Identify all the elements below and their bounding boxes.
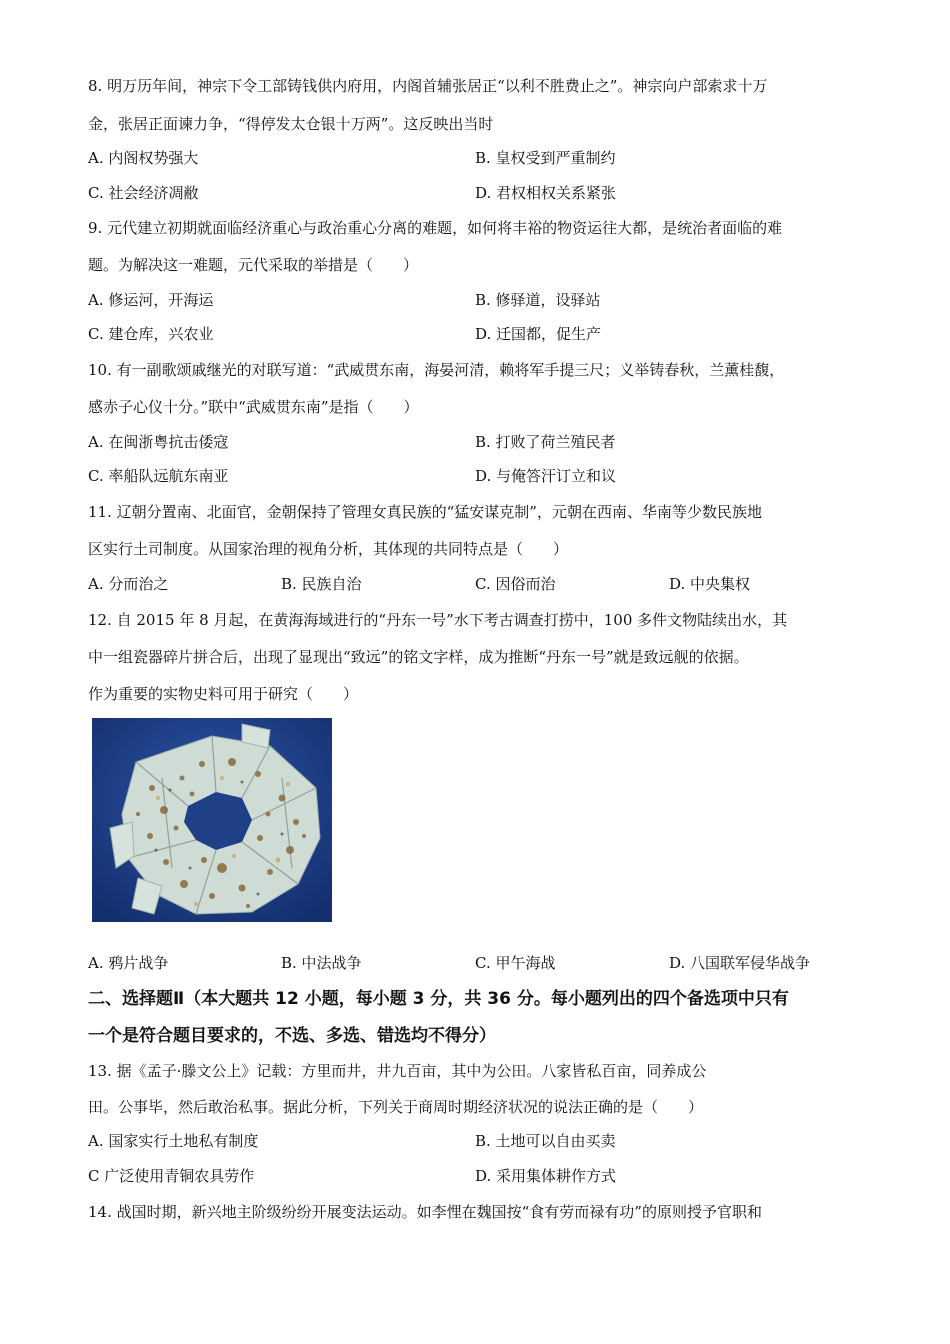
q8-option-d[interactable]: D. 君权相权关系紧张 [475, 184, 617, 202]
q12-option-d[interactable]: D. 八国联军侵华战争 [669, 954, 811, 972]
q12-option-a[interactable]: A. 鸦片战争 [88, 954, 169, 972]
q8-stem-line1: 8. 明万历年间，神宗下令工部铸钱供内府用，内阁首辅张居正“以利不胜费止之”。神宗向户部索求十万 [88, 77, 768, 95]
q13-option-d[interactable]: D. 采用集体耕作方式 [475, 1167, 617, 1185]
q8-stem-line2: 金，张居正面谏力争，“得停发太仓银十万两”。这反映出当时 [88, 115, 494, 133]
porcelain-plate-image [92, 718, 332, 922]
q9-option-a[interactable]: A. 修运河，开海运 [88, 291, 214, 309]
q11-option-a[interactable]: A. 分而治之 [88, 575, 169, 593]
q13-stem-line2: 田。公事毕，然后敢治私事。据此分析，下列关于商周时期经济状况的说法正确的是（ ） [88, 1098, 704, 1116]
q8-option-b[interactable]: B. 皇权受到严重制约 [475, 149, 616, 167]
q9-option-b[interactable]: B. 修驿道，设驿站 [475, 291, 601, 309]
q10-stem-line1: 10. 有一副歌颂戚继光的对联写道：“武威贯东南，海晏河清，赖将军手提三尺；义举铸春秋，兰薰桂馥， [88, 361, 785, 379]
q13-option-a[interactable]: A. 国家实行土地私有制度 [88, 1132, 259, 1150]
section-2-heading-line2: 一个是符合题目要求的，不选、多选、错选均不得分） [88, 1026, 496, 1046]
q11-option-c[interactable]: C. 因俗而治 [475, 575, 556, 593]
q14-stem-line1: 14. 战国时期，新兴地主阶级纷纷开展变法运动。如李悝在魏国按“食有劳而禄有功”的原则授予官职和 [88, 1203, 762, 1221]
q10-stem-line2: 感赤子心仪十分。”联中“武威贯东南”是指（ ） [88, 398, 419, 416]
q12-option-c[interactable]: C. 甲午海战 [475, 954, 556, 972]
q11-stem-line1: 11. 辽朝分置南、北面官，金朝保持了管理女真民族的“猛安谋克制”，元朝在西南、华南等少数民族地 [88, 503, 762, 521]
porcelain-fragments-photo [92, 718, 332, 922]
q10-option-d[interactable]: D. 与俺答汗订立和议 [475, 467, 617, 485]
q13-stem-line1: 13. 据《孟子·滕文公上》记载：方里而井，井九百亩，其中为公田。八家皆私百亩，同养成公 [88, 1062, 707, 1080]
q9-stem-line1: 9. 元代建立初期就面临经济重心与政治重心分离的难题，如何将丰裕的物资运往大都，是统治者面临的难 [88, 219, 783, 237]
q12-stem-line3: 作为重要的实物史料可用于研究（ ） [88, 685, 359, 703]
q10-option-a[interactable]: A. 在闽浙粤抗击倭寇 [88, 433, 229, 451]
q11-stem-line2: 区实行土司制度。从国家治理的视角分析，其体现的共同特点是（ ） [88, 540, 569, 558]
q10-option-b[interactable]: B. 打败了荷兰殖民者 [475, 433, 616, 451]
q9-option-c[interactable]: C. 建仓库，兴农业 [88, 325, 214, 343]
q9-option-d[interactable]: D. 迁国都，促生产 [475, 325, 602, 343]
q13-option-b[interactable]: B. 土地可以自由买卖 [475, 1132, 616, 1150]
q11-option-d[interactable]: D. 中央集权 [669, 575, 751, 593]
q12-stem-line2: 中一组瓷器碎片拼合后，出现了显现出“致远”的铭文字样，成为推断“丹东一号”就是致远舰的依据。 [88, 648, 749, 666]
q13-option-c[interactable]: C 广泛使用青铜农具劳作 [88, 1167, 255, 1185]
q12-stem-line1: 12. 自 2015 年 8 月起，在黄海海域进行的“丹东一号”水下考古调查打捞中，100 多件文物陆续出水，其 [88, 611, 788, 629]
q9-stem-line2: 题。为解决这一难题，元代采取的举措是（ ） [88, 256, 419, 274]
q10-option-c[interactable]: C. 率船队远航东南亚 [88, 467, 229, 485]
q12-option-b[interactable]: B. 中法战争 [281, 954, 362, 972]
q11-option-b[interactable]: B. 民族自治 [281, 575, 362, 593]
q8-option-c[interactable]: C. 社会经济凋敝 [88, 184, 199, 202]
q8-option-a[interactable]: A. 内阁权势强大 [88, 149, 199, 167]
section-2-heading-line1: 二、选择题Ⅱ（本大题共 12 小题，每小题 3 分，共 36 分。每小题列出的四个备选项中只有 [88, 989, 789, 1009]
